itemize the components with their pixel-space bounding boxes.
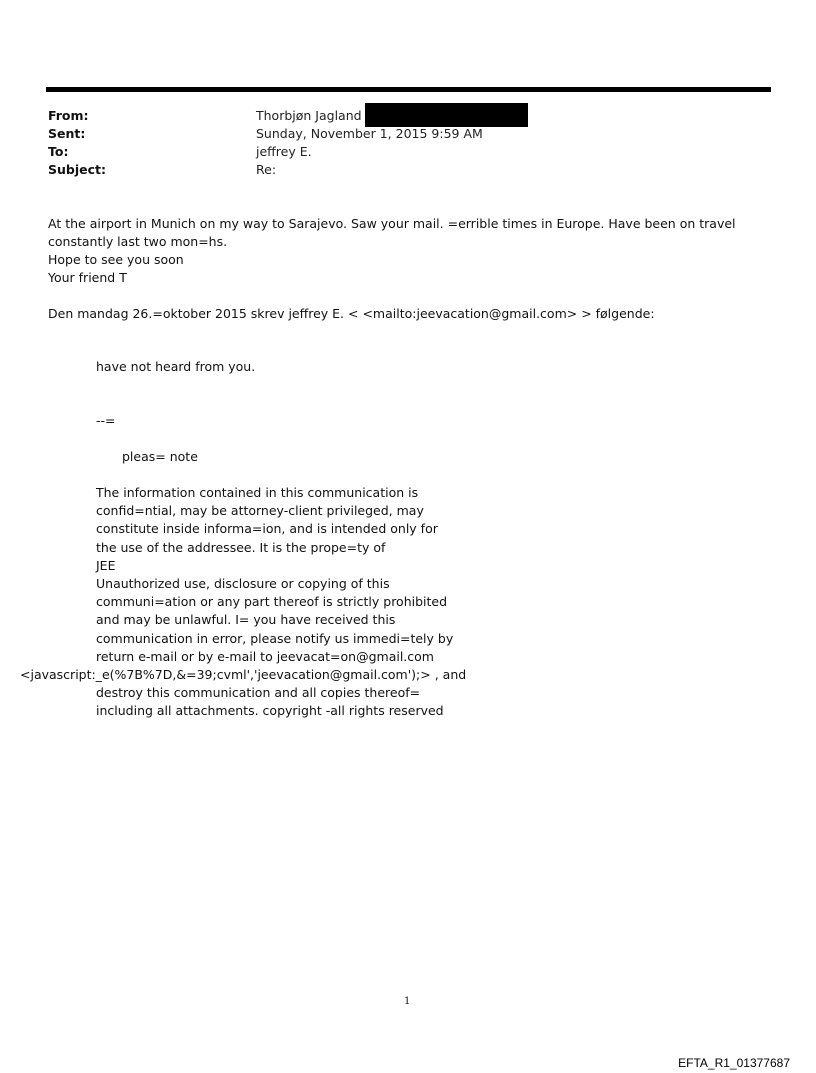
sent-value: Sunday, November 1, 2015 9:59 AM	[256, 126, 483, 141]
disclaimer-line: Unauthorized use, disclosure or copying of this	[96, 576, 390, 592]
note-line: pleas= note	[122, 449, 198, 464]
header-divider	[46, 87, 771, 92]
disclaimer-line: the use of the addressee. It is the prope=ty of	[96, 539, 386, 555]
from-name: Thorbjøn Jagland	[256, 108, 362, 123]
quoted-line: have not heard from you.	[96, 359, 256, 374]
disclaimer-line: constitute inside informa=ion, and is intended only for	[96, 521, 438, 537]
disclaimer-block	[20, 484, 466, 721]
redaction-block	[365, 103, 528, 127]
message-body	[48, 215, 748, 287]
disclaimer-line: return e-mail or by e-mail to jeevacat=on@gmail.com	[96, 648, 434, 664]
message-line: Hope to see you soon	[48, 252, 184, 267]
disclaimer-line: and may be unlawful. I= you have received this	[96, 612, 396, 628]
disclaimer-line: including all attachments. copyright -all rights reserved	[96, 703, 444, 719]
disclaimer-line: <javascript:_e(%7B%7D,&=39;cvml','jeevacation@gmail.com');> , and	[20, 667, 467, 683]
signature-separator: --=	[96, 413, 116, 428]
message-line: constantly last two mon=hs.	[48, 234, 228, 249]
to-value: jeffrey E.	[256, 144, 312, 159]
sent-label: Sent:	[48, 126, 86, 141]
quote-intro-line: Den mandag 26.=oktober 2015 skrev jeffrey E. < <mailto:jeevacation@gmail.com> > følgende:	[48, 306, 655, 321]
message-line: At the airport in Munich on my way to Sarajevo. Saw your mail. =errible times in Europe. Have been on travel	[48, 216, 736, 231]
from-label: From:	[48, 108, 89, 123]
disclaimer-line: destroy this communication and all copies thereof=	[96, 685, 421, 701]
message-line: Your friend T	[48, 270, 127, 285]
quote-intro	[48, 305, 748, 323]
disclaimer-line: communi=ation or any part thereof is strictly prohibited	[96, 594, 448, 610]
disclaimer-line: communication in error, please notify us immedi=tely by	[96, 630, 454, 646]
page-number: 1	[404, 996, 411, 1007]
document-id: EFTA_R1_01377687	[678, 1056, 790, 1070]
disclaimer-line: JEE	[96, 557, 116, 573]
subject-label: Subject:	[48, 162, 106, 177]
from-value	[256, 107, 528, 127]
subject-value: Re:	[256, 162, 277, 177]
to-label: To:	[48, 144, 69, 159]
disclaimer-line: The information contained in this communication is	[96, 485, 419, 500]
disclaimer-line: confid=ntial, may be attorney-client privileged, may	[96, 503, 424, 519]
